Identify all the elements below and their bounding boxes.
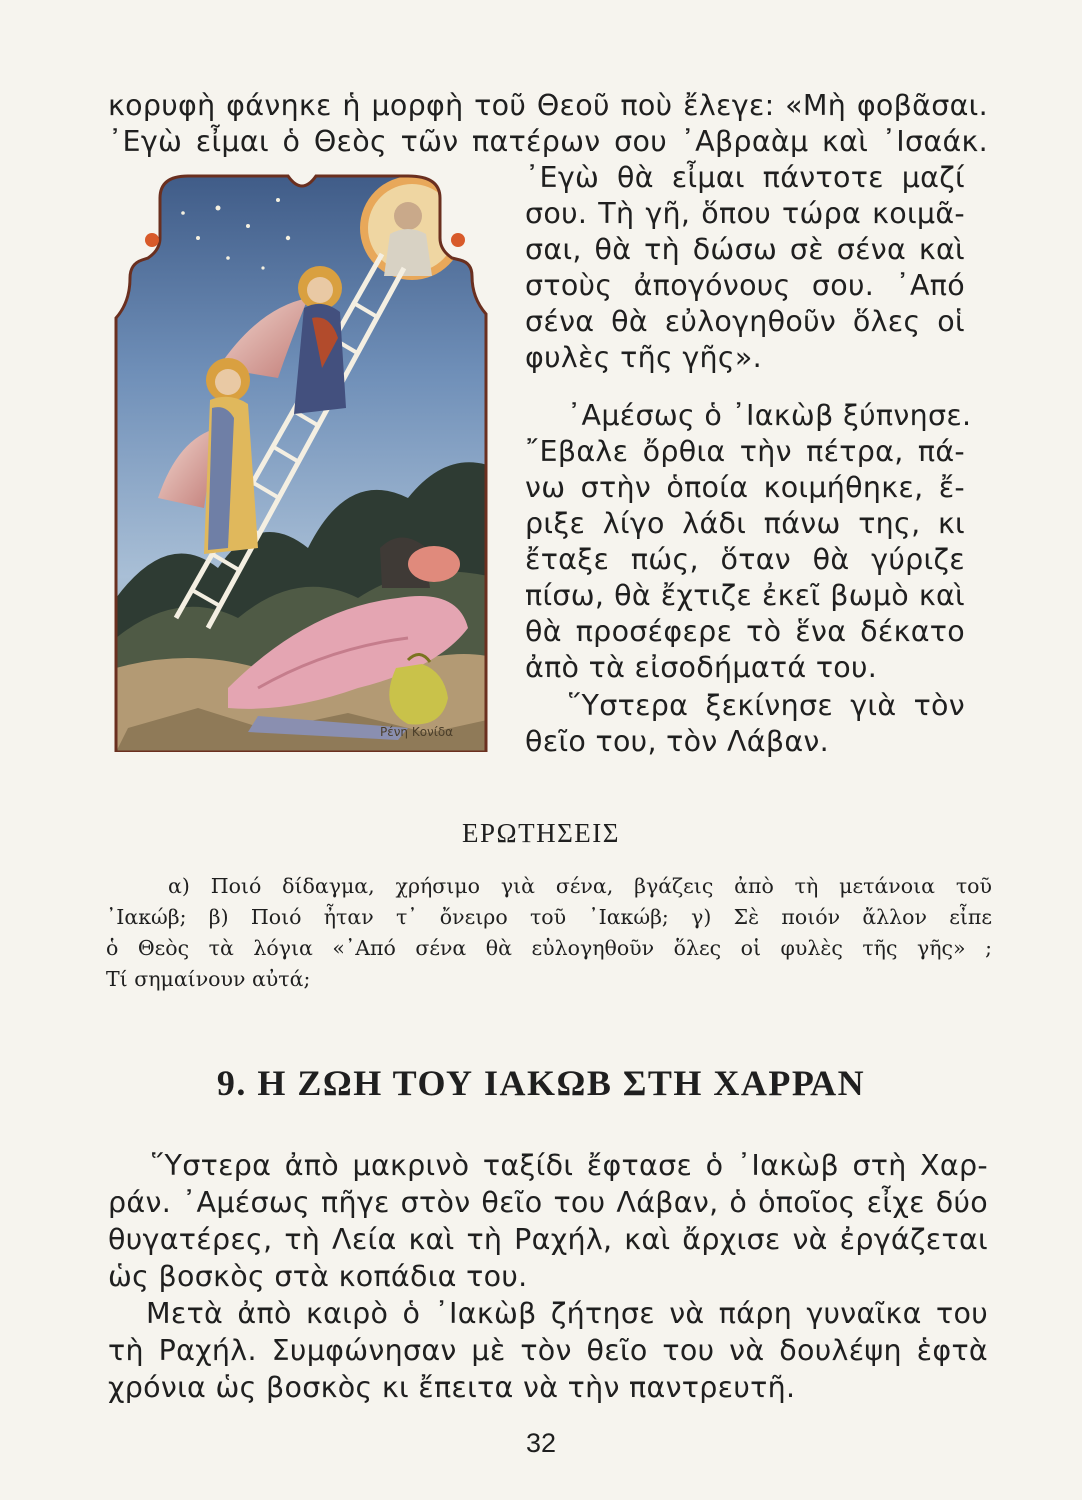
body-line: νω στὴν ὁποία κοιμήθηκε, ἔ- — [525, 471, 965, 504]
body-line: ᾿Εγὼ θὰ εἶμαι πάντοτε μαζί — [525, 161, 965, 194]
body-line: σου. Τὴ γῆ, ὅπου τώρα κοιμᾶ- — [525, 197, 965, 230]
chapter-line: χρόνια ὡς βοσκὸς κι ἔπειτα νὰ τὴν παντρευτῆ. — [108, 1371, 796, 1404]
question-line: α) Ποιό δίδαγμα, χρήσιμο γιὰ σένα, βγάζεις ἀπὸ τὴ μετάνοια τοῦ — [168, 874, 992, 898]
body-line: ριξε λίγο λάδι πάνω της, κι — [525, 507, 965, 540]
body-line: ἔταξε πώς, ὅταν θὰ γύριζε — [525, 543, 965, 576]
illustration-signature: Ρένη Κονίδα — [380, 725, 454, 739]
body-line: ῎Εβαλε ὄρθια τὴν πέτρα, πά- — [525, 435, 965, 468]
chapter-title: 9. Η ΖΩΗ ΤΟΥ ΙΑΚΩΒ ΣΤΗ ΧΑΡΡΑΝ — [216, 1063, 866, 1103]
chapter-line: ράν. ᾿Αμέσως πῆγε στὸν θεῖο του Λάβαν, ὁ ὁποῖος εἶχε δύο — [108, 1186, 988, 1219]
chapter-line: τὴ Ραχήλ. Συμφώνησαν μὲ τὸν θεῖο του νὰ δουλέψη ἑφτὰ — [108, 1334, 988, 1367]
question-line: Τί σημαίνουν αὐτά; — [106, 967, 311, 991]
chapter-line: ῞Υστερα ἀπὸ μακρινὸ ταξίδι ἔφτασε ὁ ᾿Ιακὼβ στὴ Χαρ- — [150, 1149, 988, 1182]
body-line: θεῖο του, τὸν Λάβαν. — [525, 725, 829, 758]
chapter-line: Μετὰ ἀπὸ καιρὸ ὁ ᾿Ιακὼβ ζήτησε νὰ πάρη γυναῖκα του — [146, 1297, 988, 1330]
chapter-line: ὡς βοσκὸς στὰ κοπάδια του. — [108, 1260, 528, 1293]
body-line: ῞Υστερα ξεκίνησε γιὰ τὸν — [567, 689, 965, 722]
body-line: θὰ προσέφερε τὸ ἕνα δέκατο — [525, 615, 965, 648]
body-line: ᾿Εγὼ εἶμαι ὁ Θεὸς τῶν πατέρων σου ᾿Αβραὰμ καὶ ᾿Ισαάκ. — [108, 125, 988, 158]
jacobs-ladder-illustration — [108, 168, 496, 752]
body-line: πίσω, θὰ ἔχτιζε ἐκεῖ βωμὸ καὶ — [525, 579, 965, 612]
question-line: ὁ Θεὸς τὰ λόγια «᾿Από σένα θὰ εὐλογηθοῦν ὅλες οἱ φυλὲς τῆς γῆς» ; — [106, 936, 992, 960]
body-line: σένα θὰ εὐλογηθοῦν ὅλες οἱ — [525, 305, 965, 338]
body-line: κορυφὴ φάνηκε ἡ μορφὴ τοῦ Θεοῦ ποὺ ἔλεγε: «Μὴ φοβᾶσαι. — [108, 89, 988, 122]
body-line: ᾿Αμέσως ὁ ᾿Ιακὼβ ξύπνησε. — [567, 399, 972, 432]
body-line: σαι, θὰ τὴ δώσω σὲ σένα καὶ — [525, 233, 965, 266]
body-line: φυλὲς τῆς γῆς». — [525, 341, 763, 374]
question-line: ᾿Ιακώβ; β) Ποιό ἦταν τ᾿ ὄνειρο τοῦ ᾿Ιακώβ; γ) Σὲ ποιόν ἄλλον εἶπε — [106, 905, 992, 929]
page-number: 32 — [525, 1428, 557, 1458]
body-line: ἀπὸ τὰ εἰσοδήματά του. — [525, 651, 878, 684]
chapter-line: θυγατέρες, τὴ Λεία καὶ τὴ Ραχήλ, καὶ ἄρχισε νὰ ἐργάζεται — [108, 1223, 988, 1256]
body-line: στοὺς ἀπογόνους σου. ᾿Από — [525, 269, 965, 302]
questions-heading: ΕΡΩΤΗΣΕΙΣ — [462, 818, 620, 848]
